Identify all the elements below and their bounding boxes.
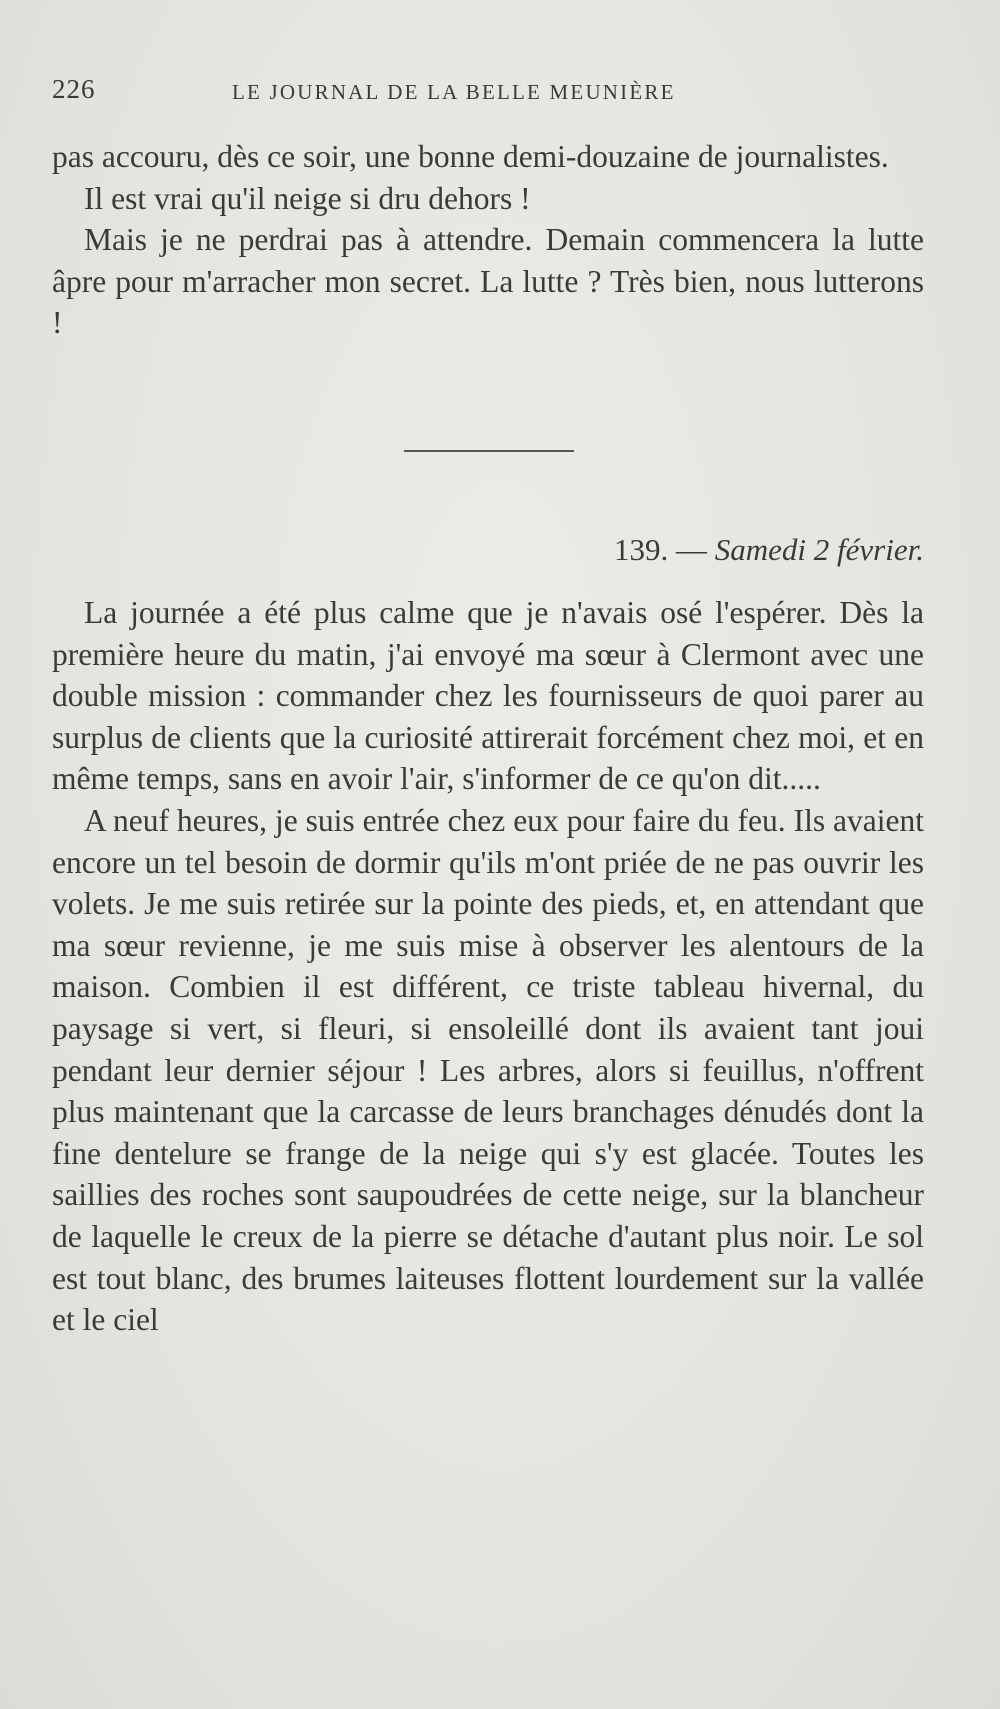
paragraph: La journée a été plus calme que je n'avais osé l'espérer. Dès la première heure du matin, j'ai envoyé ma sœur à Clermont avec une double mission : commander chez les fournisseurs de quoi parer au surplus de clients que la curiosité attirerait forcément chez moi, et en même temps, sans en avoir l'air, s'informer de ce qu'on dit.....: [52, 595, 924, 797]
entry-number: 139. —: [614, 532, 715, 567]
running-title: LE JOURNAL DE LA BELLE MEUNIÈRE: [232, 80, 676, 104]
paragraph: pas accouru, dès ce soir, une bonne demi-douzaine de journalistes.: [52, 139, 889, 174]
page-number: 226: [52, 74, 96, 104]
paragraph: Mais je ne perdrai pas à attendre. Demain commencera la lutte âpre pour m'arracher mon secret. La lutte ? Très bien, nous lutterons !: [52, 222, 924, 341]
text-block-entry-body: [52, 592, 924, 1341]
paragraph: A neuf heures, je suis entrée chez eux pour faire du feu. Ils avaient encore un tel besoin de dormir qu'ils m'ont priée de ne pas ouvrir les volets. Je me suis retirée sur la pointe des pieds, et, en attendant que ma sœur revienne, je me suis mise à observer les alentours de la maison. Combien il est différent, ce triste tableau hivernal, du paysage si vert, si fleuri, si ensoleillé dont ils avaient tant joui pendant leur dernier séjour ! Les arbres, alors si feuillus, n'offrent plus maintenant que la carcasse de leurs branchages dénudés dont la fine dentelure se frange de la neige qui s'y est glacée. Toutes les saillies des roches sont saupoudrées de cette neige, sur la blancheur de laquelle le creux de la pierre se détache d'autant plus noir. Le sol est tout blanc, des brumes laiteuses flottent lourdement sur la vallée et le ciel: [52, 802, 924, 1338]
paragraph: Il est vrai qu'il neige si dru dehors !: [84, 180, 531, 216]
section-divider-rule: [404, 450, 574, 452]
running-head: [52, 74, 932, 114]
entry-heading: [614, 530, 924, 570]
entry-date: Samedi 2 février.: [714, 532, 924, 567]
text-block-before-break: [52, 136, 924, 344]
